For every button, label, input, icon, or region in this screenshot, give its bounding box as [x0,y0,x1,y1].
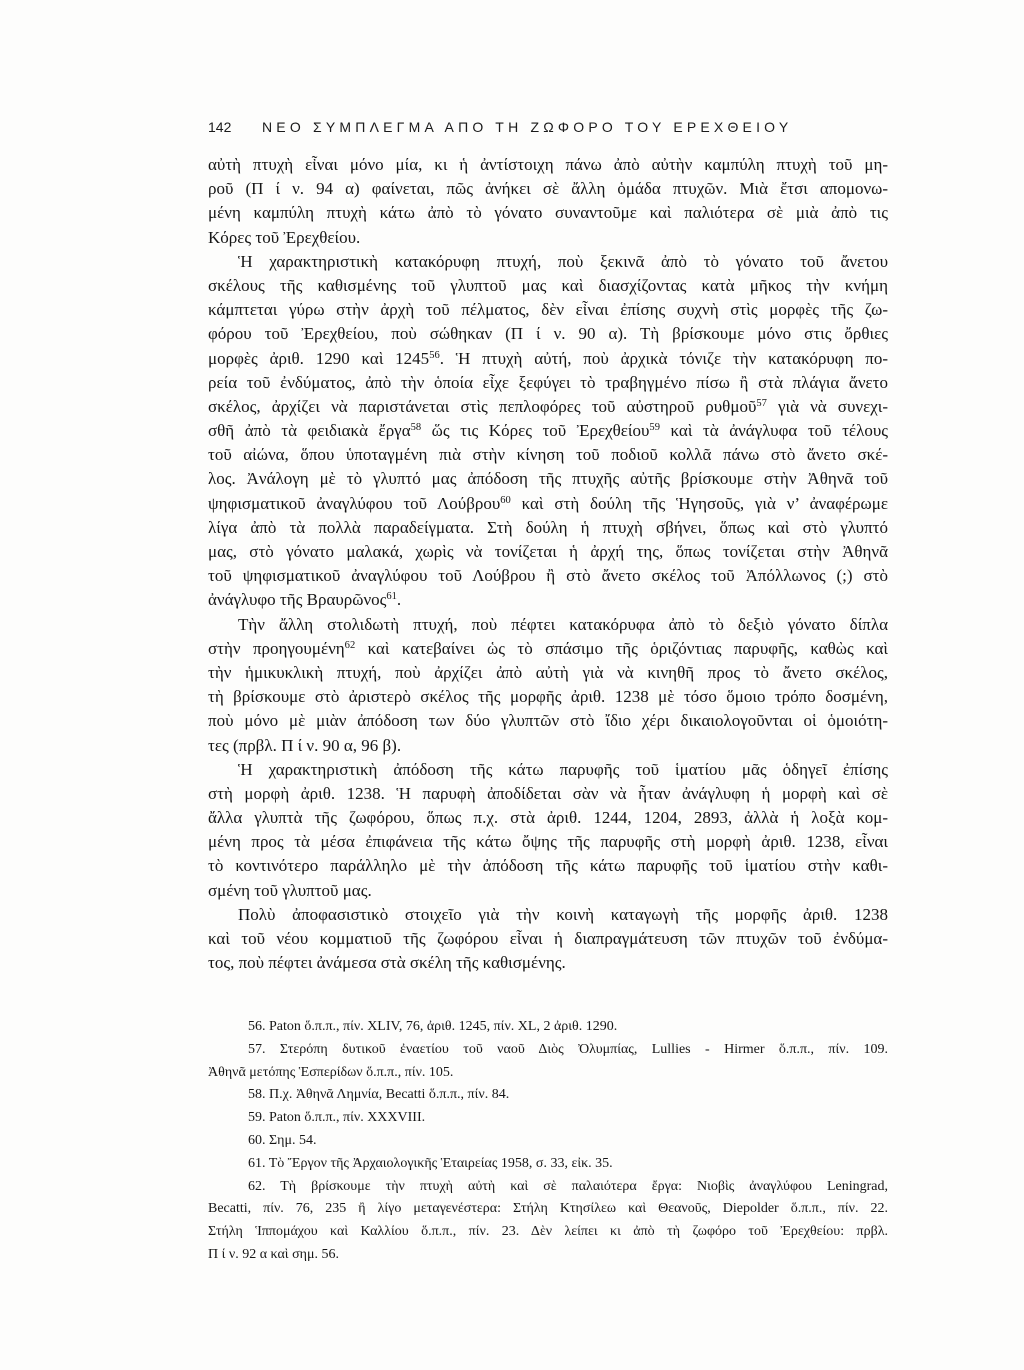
text-line [208,516,888,540]
text-line [208,879,888,903]
text-line [208,734,888,758]
footnote [208,1176,888,1267]
text-line [208,153,888,177]
text-line [208,419,888,443]
line-text: σμένη τοῦ γλυπτοῦ μας. [208,880,372,900]
text-line [208,685,888,709]
line-text: στὴν προηγουμένη [208,638,345,658]
footnote-ref: 62 [344,639,356,651]
text-line [208,709,888,733]
paragraph [208,250,888,613]
line-text: αὐτὴ πτυχὴ εἶναι μόνο μία, κι ἡ ἀντίστοιχη πάνω ἀπὸ αὐτὴν καμπύλη πτυχὴ τοῦ μη- [208,155,888,174]
text-line [208,492,888,516]
text-line [208,250,888,274]
line-text: καὶ κατεβαίνει ὡς τὸ σπάσιμο τῆς ὁριζόντιας παρυφῆς, καθὼς καὶ [355,638,888,658]
footnotes [208,1016,888,1267]
paragraph [208,613,888,758]
line-text: καὶ τὰ ἀνάγλυφα τοῦ τέλους [659,421,888,441]
line-text: τὴ βρίσκουμε στὸ ἀριστερὸ σκέλος τῆς μορφῆς ἀριθ. 1238 μὲ τόσο ὅμοιο τρόπο δοσμένη, [208,687,888,707]
line-text: μας, στὸ γόνατο μαλακά, χωρὶς νὰ τονίζεται ἡ ἀρχή της, ὅπως τονίζεται στὴν Ἀθηνᾶ [208,542,888,561]
line-text: σκέλος, ἀρχίζει νὰ παριστάνεται στὶς πεπλοφόρες τοῦ αὐστηροῦ ρυθμοῦ [208,396,757,416]
line-text: Ἡ χαρακτηριστικὴ κατακόρυφη πτυχή, ποὺ ξεκινᾶ ἀπὸ τὸ γόνατο τοῦ ἄνετου [238,251,888,271]
line-text: τοῦ αἰώνα, ὅπου ὑποταγμένη πιὰ στὴν κίνηση τοῦ ποδιοῦ κολλᾶ πάνω στὸ ἄνετο σκέ- [208,445,888,465]
page-number: 142 [208,119,232,135]
text-line [208,564,888,588]
text-line [208,903,888,927]
footnote [208,1039,888,1085]
text-line [208,443,888,467]
text-line [208,588,888,612]
text-line [208,830,888,854]
line-text: Στήλη Ἱππομάχου καὶ Καλλίου ὅ.π.π., πίν. 23. Δὲν λείπει κι ἀπὸ τὴ ζωφόρο τοῦ Ἐρεχθείου: πρβλ. [208,1224,888,1240]
line-text: στὴ μορφὴ ἀριθ. 1238. Ἡ παρυφὴ ἀποδίδεται σὰν νὰ ἦταν ἀνάγλυφη ἡ μορφὴ καὶ σὲ [208,783,888,803]
line-text: . Ἡ πτυχὴ αὐτή, ποὺ ἀρχικὰ τόνιζε τὴν κατακόρυφη πο- [439,348,888,368]
line-text: 56. Paton ὅ.π.π., πίν. XLIV, 76, ἀριθ. 1245, πίν. XL, 2 ἀριθ. 1290. [248,1019,618,1034]
line-text: 57. Στερόπη δυτικοῦ ἐναετίου τοῦ ναοῦ Διὸς Ὀλυμπίας, Lullies - Hirmer ὅ.π.π., πίν. 109. [248,1041,888,1057]
line-text: Π ί ν. 92 α καὶ σημ. 56. [208,1246,339,1262]
footnote-ref: 59 [649,422,660,434]
running-head [208,118,888,136]
text-line [208,1221,888,1244]
text-line [208,1016,888,1039]
line-text: ροῦ (Π ί ν. 94 α) φαίνεται, πῶς ἀνήκει σὲ ἄλλη ὁμάδα πτυχῶν. Μιὰ ἔτσι απομονω- [208,179,888,199]
line-text: Κόρες τοῦ Ἐρεχθείου. [208,227,361,247]
paragraph [208,758,888,903]
text-line [208,1244,888,1267]
line-text: ψηφισματικοῦ ἀναγλύφου τοῦ Λούβρου [208,493,501,513]
line-text: 62. Τὴ βρίσκουμε τὴν πτυχὴ αὐτὴ καὶ σὲ παλαιότερα ἔργα: Νιοβὶς ἀναγλύφου Leningrad, [248,1178,888,1194]
footnote [208,1016,888,1039]
body-text [208,153,888,975]
text-line [208,1039,888,1062]
text-line [208,371,888,395]
text-line [208,1198,888,1221]
footnote-ref: 60 [500,494,511,506]
text-line [208,298,888,322]
footnote-ref: 56 [429,349,440,361]
text-line [208,274,888,298]
footnote [208,1107,888,1130]
text-line [208,177,888,201]
running-title: ΝΕΟ ΣΥΜΠΛΕΓΜΑ ΑΠΟ ΤΗ ΖΩΦΟΡΟ ΤΟΥ ΕΡΕΧΘΕΙΟΥ [262,119,793,135]
line-text: ὥς τις Κόρες τοῦ Ἐρεχθείου [421,421,650,441]
footnote [208,1153,888,1176]
line-text: τὴν ἡμικυκλικὴ πτυχή, ποὺ ἀρχίζει ἀπὸ αὐτὴ γιὰ νὰ κινηθῆ προς τὸ ἄνετο σκέλος, [208,662,888,682]
text-line [208,395,888,419]
line-text: λίγα ἀπὸ τὰ πολλὰ παραδείγματα. Στὴ δούλη ἡ πτυχὴ σβήνει, ὅπως καὶ στὸ γλυπτό [208,517,888,537]
text-line [208,201,888,225]
text-line [208,927,888,951]
line-text: καὶ τοῦ νέου κομματιοῦ τῆς ζωφόρου εἶναι ἡ διαπραγμάτευση τῶν πτυχῶν τοῦ ἐνδύμα- [208,929,888,948]
text-line [208,1153,888,1176]
line-text: Τὴν ἄλλη στολιδωτὴ πτυχή, ποὺ πέφτει κατακόρυφα ἀπὸ τὸ δεξιὸ γόνατο δίπλα [238,614,888,634]
line-text: ἄλλα γλυπτὰ τῆς ζωφόρου, ὅπως π.χ. στὰ ἀριθ. 1244, 1204, 2893, ἀλλὰ ἡ λοξὰ κομ- [208,808,888,828]
text-line [208,758,888,782]
line-text: μορφὲς ἀριθ. 1290 καὶ 1245 [208,348,430,368]
line-text: τος, ποὺ πέφτει ἀνάμεσα στὰ σκέλη τῆς καθισμένης. [208,953,566,973]
text-line [208,226,888,250]
footnote [208,1084,888,1107]
line-text: ποὺ μόνο μὲ μιὰν ἀπόδοση των δύο γλυπτῶν στὸ ἴδιο χέρι δικαιολογοῦνται οἱ ὁμοιότη- [208,711,888,731]
line-text: Becatti, πίν. 76, 235 ἢ λίγο μεταγενέστερα: Στήλη Κτησίλεω καὶ Θεανοῦς, Diepolder ὅ.π.π., πίν. 22. [208,1201,888,1217]
line-text: Ἡ χαρακτηριστικὴ ἀπόδοση τῆς κάτω παρυφῆς τοῦ ἱματίου μᾶς ὁδηγεῖ ἐπίσης [238,759,888,779]
text-line [208,951,888,975]
line-text: ἀνάγλυφο τῆς Βραυρῶνος [208,590,387,610]
line-text: τὸ κοντινότερο παράλληλο μὲ τὴν ἀπόδοση τῆς κάτω παρυφῆς τοῦ ἱματίου στὴν καθι- [208,856,888,876]
footnote [208,1130,888,1153]
text-line [208,1176,888,1199]
text-line [208,1130,888,1153]
paragraph [208,903,888,976]
line-text: τες (πρβλ. Π ί ν. 90 α, 96 β). [208,735,402,755]
text-line [208,1062,888,1085]
line-text: μένη προς τὰ μέσα ἐπιφάνεια τῆς κάτω ὄψης τῆς παρυφῆς στὴ μορφὴ ἀριθ. 1238, εἶναι [208,832,888,852]
line-text: σθῆ ἀπὸ τὰ φειδιακὰ ἔργα [208,421,411,441]
line-text: λος. Ἀνάλογη μὲ τὸ γλυπτό μας ἀπόδοση τῆς πτυχῆς αὐτῆς βρίσκουμε στὴν Ἀθηνᾶ τοῦ [208,469,888,489]
text-line [208,467,888,491]
text-line [208,347,888,371]
line-text: 60. Σημ. 54. [248,1132,317,1148]
line-text: φόρου τοῦ Ἐρεχθείου, ποὺ σώθηκαν (Π ί ν. 90 α). Τὴ βρίσκουμε μόνο στις ὄρθιες [208,324,888,344]
line-text: κάμπτεται γύρω στὴν ἀρχὴ τοῦ πέλματος, δὲν εἶναι ἐπίσης συχνὴ στὶς μορφὲς τῆς ζω- [208,300,888,320]
text-line [208,782,888,806]
text-line [208,613,888,637]
line-text: γιὰ νὰ συνεχι- [766,396,888,416]
footnote-ref: 57 [756,398,767,410]
line-text: 59. Paton ὅ.π.π., πίν. XXXVIII. [248,1110,426,1126]
line-text: τοῦ ψηφισματικοῦ ἀναγλύφου τοῦ Λούβρου ἢ στὸ ἄνετο σκέλος τοῦ Ἀπόλλωνος (;) στὸ [208,566,888,586]
text-line [208,661,888,685]
text-line [208,854,888,878]
line-text: 58. Π.χ. Ἀθηνᾶ Λημνία, Becatti ὅ.π.π., πίν. 84. [248,1087,510,1103]
line-text: Ἀθηνᾶ μετόπης Ἑσπερίδων ὅ.π.π., πίν. 105. [208,1064,454,1080]
line-text: μένη καμπύλη πτυχὴ κάτω ἀπὸ τὸ γόνατο συναντοῦμε καὶ παλιότερα σὲ μιὰ ἀπὸ τις [208,203,888,223]
line-text: σκέλους τῆς καθισμένης τοῦ γλυπτοῦ μας καὶ διασχίζοντας κατὰ μῆκος τὴν κνήμη [208,275,888,295]
footnote-ref: 58 [410,422,422,434]
line-text: 61. Τὸ Ἔργον τῆς Ἀρχαιολογικῆς Ἑταιρείας 1958, σ. 33, εἰκ. 35. [248,1155,613,1171]
text-line [208,322,888,346]
line-text: Πολὺ ἀποφασιστικὸ στοιχεῖο γιὰ τὴν κοινὴ καταγωγὴ τῆς μορφῆς ἀριθ. 1238 [238,904,888,924]
paragraph [208,153,888,250]
text-line [208,540,888,564]
line-text: ρεία τοῦ ἐνδύματος, ἀπὸ τὴν ὁποία εἶχε ξεφύγει τὸ τραβηγμένο πίσω ἢ στὰ πλάγια ἄνετο [208,372,888,392]
text-line [208,1084,888,1107]
footnote-ref: 61 [386,591,397,603]
text-line [208,1107,888,1130]
text-line [208,637,888,661]
line-text: καὶ στὴ δούλη τῆς Ἡγησοῦς, γιὰ ν’ ἀναφέρωμε [510,493,888,513]
line-text: . [396,590,402,610]
text-line [208,806,888,830]
